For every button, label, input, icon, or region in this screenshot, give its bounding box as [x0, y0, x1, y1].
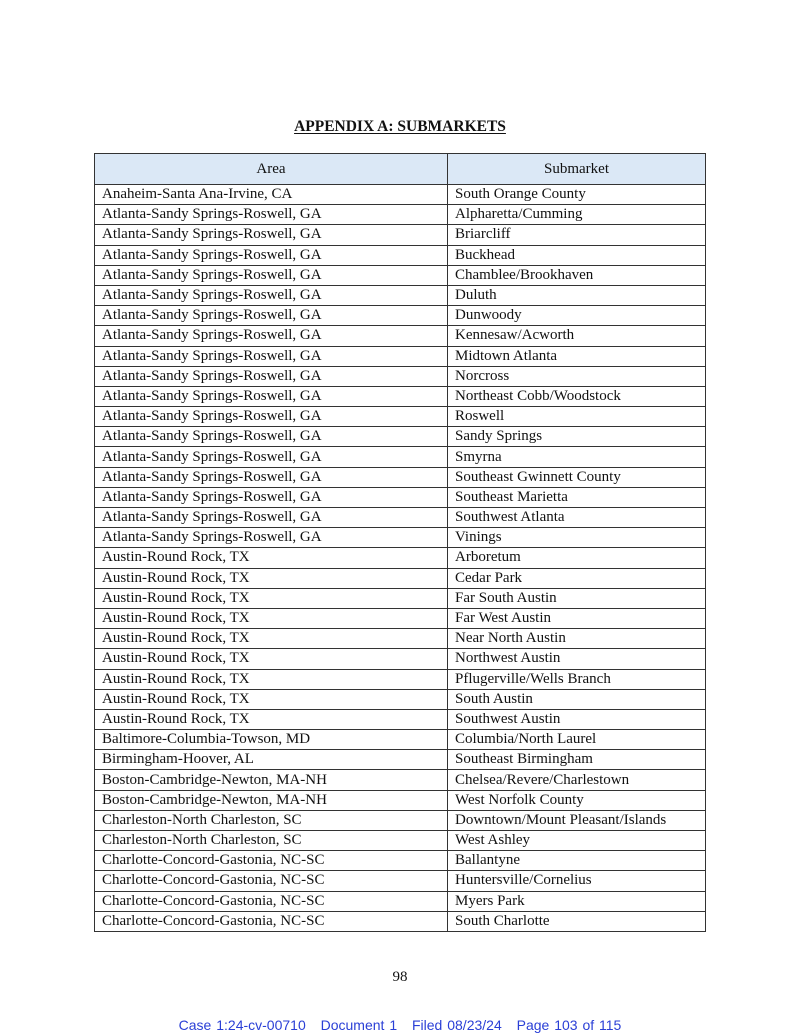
submarket-cell: Pflugerville/Wells Branch [448, 669, 706, 689]
area-cell: Atlanta-Sandy Springs-Roswell, GA [95, 346, 448, 366]
submarket-cell: Cedar Park [448, 568, 706, 588]
area-cell: Atlanta-Sandy Springs-Roswell, GA [95, 386, 448, 406]
table-row [95, 386, 706, 406]
area-cell: Atlanta-Sandy Springs-Roswell, GA [95, 265, 448, 285]
submarket-cell: Alpharetta/Cumming [448, 205, 706, 225]
table-row [95, 730, 706, 750]
area-cell: Atlanta-Sandy Springs-Roswell, GA [95, 528, 448, 548]
area-cell: Austin-Round Rock, TX [95, 649, 448, 669]
submarket-cell: Southwest Atlanta [448, 508, 706, 528]
table-row [95, 709, 706, 729]
area-cell: Atlanta-Sandy Springs-Roswell, GA [95, 366, 448, 386]
area-cell: Austin-Round Rock, TX [95, 548, 448, 568]
submarket-cell: South Orange County [448, 185, 706, 205]
area-cell: Boston-Cambridge-Newton, MA-NH [95, 770, 448, 790]
submarket-cell: Near North Austin [448, 629, 706, 649]
page-count: Page 103 of 115 [516, 1017, 622, 1033]
submarket-cell: South Austin [448, 689, 706, 709]
case-footer [0, 1017, 800, 1033]
table-row [95, 487, 706, 507]
table-row [95, 548, 706, 568]
area-cell: Austin-Round Rock, TX [95, 568, 448, 588]
table-row [95, 831, 706, 851]
area-cell: Atlanta-Sandy Springs-Roswell, GA [95, 285, 448, 305]
page-number: 98 [392, 969, 408, 985]
table-row [95, 770, 706, 790]
submarket-cell: Smyrna [448, 447, 706, 467]
table-row [95, 588, 706, 608]
area-cell: Atlanta-Sandy Springs-Roswell, GA [95, 205, 448, 225]
area-cell: Anaheim-Santa Ana-Irvine, CA [95, 185, 448, 205]
table-row [95, 306, 706, 326]
area-cell: Atlanta-Sandy Springs-Roswell, GA [95, 225, 448, 245]
table-row [95, 467, 706, 487]
table-row [95, 891, 706, 911]
area-cell: Austin-Round Rock, TX [95, 629, 448, 649]
table-row [95, 750, 706, 770]
submarket-cell: Midtown Atlanta [448, 346, 706, 366]
area-cell: Atlanta-Sandy Springs-Roswell, GA [95, 487, 448, 507]
table-row [95, 810, 706, 830]
area-cell: Charlotte-Concord-Gastonia, NC-SC [95, 851, 448, 871]
submarket-cell: South Charlotte [448, 911, 706, 931]
submarket-cell: Duluth [448, 285, 706, 305]
table-row [95, 790, 706, 810]
submarket-cell: Huntersville/Cornelius [448, 871, 706, 891]
submarket-cell: Kennesaw/Acworth [448, 326, 706, 346]
area-cell: Atlanta-Sandy Springs-Roswell, GA [95, 306, 448, 326]
submarket-cell: Columbia/North Laurel [448, 730, 706, 750]
area-cell: Birmingham-Hoover, AL [95, 750, 448, 770]
submarket-cell: Myers Park [448, 891, 706, 911]
area-cell: Boston-Cambridge-Newton, MA-NH [95, 790, 448, 810]
area-cell: Austin-Round Rock, TX [95, 669, 448, 689]
submarket-cell: Northeast Cobb/Woodstock [448, 386, 706, 406]
submarket-cell: Chelsea/Revere/Charlestown [448, 770, 706, 790]
area-cell: Atlanta-Sandy Springs-Roswell, GA [95, 326, 448, 346]
submarket-cell: Southwest Austin [448, 709, 706, 729]
submarket-cell: Southeast Marietta [448, 487, 706, 507]
area-cell: Atlanta-Sandy Springs-Roswell, GA [95, 407, 448, 427]
table-row [95, 225, 706, 245]
area-cell: Charlotte-Concord-Gastonia, NC-SC [95, 871, 448, 891]
area-cell: Charleston-North Charleston, SC [95, 810, 448, 830]
area-cell: Charlotte-Concord-Gastonia, NC-SC [95, 911, 448, 931]
column-header-submarket: Submarket [448, 154, 706, 185]
submarket-cell: Roswell [448, 407, 706, 427]
area-cell: Charlotte-Concord-Gastonia, NC-SC [95, 891, 448, 911]
submarket-cell: West Norfolk County [448, 790, 706, 810]
table-row [95, 508, 706, 528]
submarket-cell: Arboretum [448, 548, 706, 568]
submarket-cell: West Ashley [448, 831, 706, 851]
table-row [95, 265, 706, 285]
area-cell: Atlanta-Sandy Springs-Roswell, GA [95, 467, 448, 487]
table-row [95, 185, 706, 205]
case-number: Case 1:24-cv-00710 [178, 1017, 306, 1033]
document-number: Document 1 [320, 1017, 398, 1033]
submarket-cell: Downtown/Mount Pleasant/Islands [448, 810, 706, 830]
area-cell: Baltimore-Columbia-Towson, MD [95, 730, 448, 750]
table-header-row [95, 154, 706, 185]
area-cell: Atlanta-Sandy Springs-Roswell, GA [95, 447, 448, 467]
submarket-cell: Buckhead [448, 245, 706, 265]
table-row [95, 689, 706, 709]
table-row [95, 568, 706, 588]
filed-date: Filed 08/23/24 [412, 1017, 502, 1033]
area-cell: Atlanta-Sandy Springs-Roswell, GA [95, 427, 448, 447]
submarket-cell: Briarcliff [448, 225, 706, 245]
area-cell: Atlanta-Sandy Springs-Roswell, GA [95, 245, 448, 265]
table-row [95, 326, 706, 346]
table-row [95, 871, 706, 891]
submarket-cell: Vinings [448, 528, 706, 548]
submarket-cell: Chamblee/Brookhaven [448, 265, 706, 285]
area-cell: Atlanta-Sandy Springs-Roswell, GA [95, 508, 448, 528]
table-row [95, 528, 706, 548]
appendix-title: APPENDIX A: SUBMARKETS [294, 118, 506, 135]
submarket-cell: Sandy Springs [448, 427, 706, 447]
table-row [95, 608, 706, 628]
table-row [95, 346, 706, 366]
column-header-area: Area [95, 154, 448, 185]
table-row [95, 447, 706, 467]
table-row [95, 366, 706, 386]
table-row [95, 851, 706, 871]
table-row [95, 649, 706, 669]
table-row [95, 629, 706, 649]
table-row [95, 427, 706, 447]
table-row [95, 407, 706, 427]
table-row [95, 285, 706, 305]
area-cell: Charleston-North Charleston, SC [95, 831, 448, 851]
submarket-cell: Southeast Gwinnett County [448, 467, 706, 487]
submarket-cell: Ballantyne [448, 851, 706, 871]
submarket-cell: Northwest Austin [448, 649, 706, 669]
submarket-cell: Far South Austin [448, 588, 706, 608]
table-row [95, 669, 706, 689]
submarket-cell: Southeast Birmingham [448, 750, 706, 770]
area-cell: Austin-Round Rock, TX [95, 608, 448, 628]
submarket-cell: Dunwoody [448, 306, 706, 326]
submarkets-table [94, 153, 706, 932]
area-cell: Austin-Round Rock, TX [95, 588, 448, 608]
area-cell: Austin-Round Rock, TX [95, 709, 448, 729]
table-row [95, 245, 706, 265]
submarket-cell: Norcross [448, 366, 706, 386]
table-body [95, 185, 706, 932]
table-row [95, 205, 706, 225]
table-row [95, 911, 706, 931]
area-cell: Austin-Round Rock, TX [95, 689, 448, 709]
submarket-cell: Far West Austin [448, 608, 706, 628]
